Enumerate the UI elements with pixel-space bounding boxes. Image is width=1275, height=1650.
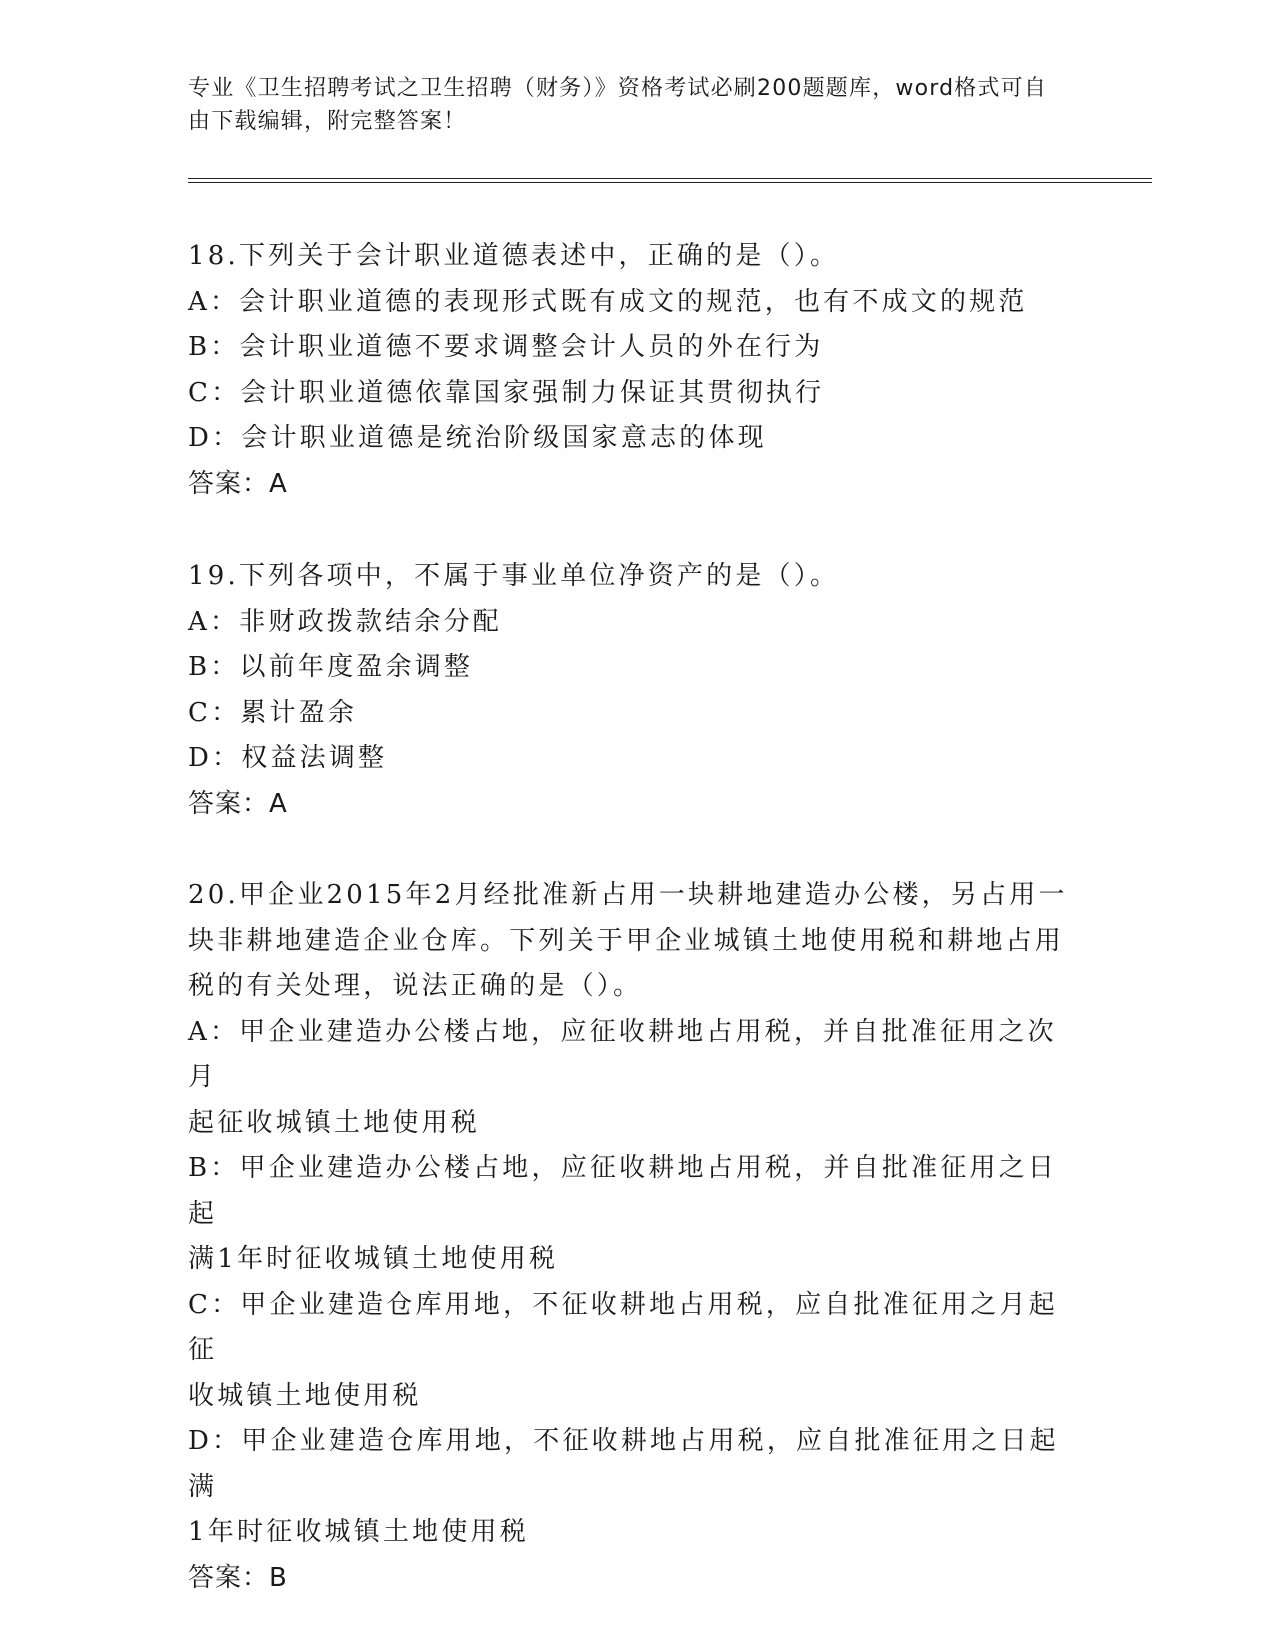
option-d-continued: 1年时征收城镇土地使用税 (188, 1517, 529, 1547)
option-d: D：会计职业道德是统治阶级国家意志的体现 (188, 423, 767, 453)
header-text: 专业《卫生招聘考试之卫生招聘（财务）》资格考试必刷200题题库，word格式可自由下载编辑，附完整答案！ (188, 76, 1048, 134)
question-18 (188, 234, 1078, 507)
question-stem-line-2: 块非耕地建造企业仓库。下列关于甲企业城镇土地使用税和耕地占用 (188, 925, 1065, 956)
option-c: C：甲企业建造仓库用地，不征收耕地占用税，应自批准征用之月起征 (188, 1289, 1058, 1365)
option-c: C：累计盈余 (188, 697, 358, 728)
answer: 答案：B (188, 1562, 288, 1593)
answer: 答案：A (188, 788, 288, 819)
question-19 (188, 554, 1078, 827)
question-stem: 19.下列各项中，不属于事业单位净资产的是（）。 (188, 561, 840, 591)
option-a: A：甲企业建造办公楼占地，应征收耕地占用税，并自批准征用之次月 (188, 1016, 1057, 1092)
option-c-continued: 收城镇土地使用税 (188, 1380, 422, 1411)
option-a: A：非财政拨款结余分配 (188, 606, 502, 637)
question-stem: 18.下列关于会计职业道德表述中，正确的是（）。 (188, 241, 840, 271)
header-divider (188, 178, 1152, 179)
question-stem-line-1: 20.甲企业2015年2月经批准新占用一块耕地建造办公楼，另占用一 (188, 880, 1068, 910)
document-header (188, 72, 1068, 138)
option-b: B：以前年度盈余调整 (188, 652, 474, 682)
answer: 答案：A (188, 468, 288, 499)
option-b: B：会计职业道德不要求调整会计人员的外在行为 (188, 332, 824, 362)
option-d: D：权益法调整 (188, 743, 388, 773)
question-stem-line-3: 税的有关处理，说法正确的是（）。 (188, 971, 643, 1001)
option-a-continued: 起征收城镇土地使用税 (188, 1107, 481, 1138)
option-b: B：甲企业建造办公楼占地，应征收耕地占用税，并自批准征用之日起 (188, 1153, 1058, 1229)
option-d: D：甲企业建造仓库用地，不征收耕地占用税，应自批准征用之日起满 (188, 1426, 1059, 1502)
header-divider-second (188, 182, 1152, 183)
question-20 (188, 873, 1078, 1601)
option-a: A：会计职业道德的表现形式既有成文的规范，也有不成文的规范 (188, 286, 1028, 317)
option-c: C：会计职业道德依靠国家强制力保证其贯彻执行 (188, 377, 825, 408)
option-b-continued: 满1年时征收城镇土地使用税 (188, 1244, 559, 1274)
